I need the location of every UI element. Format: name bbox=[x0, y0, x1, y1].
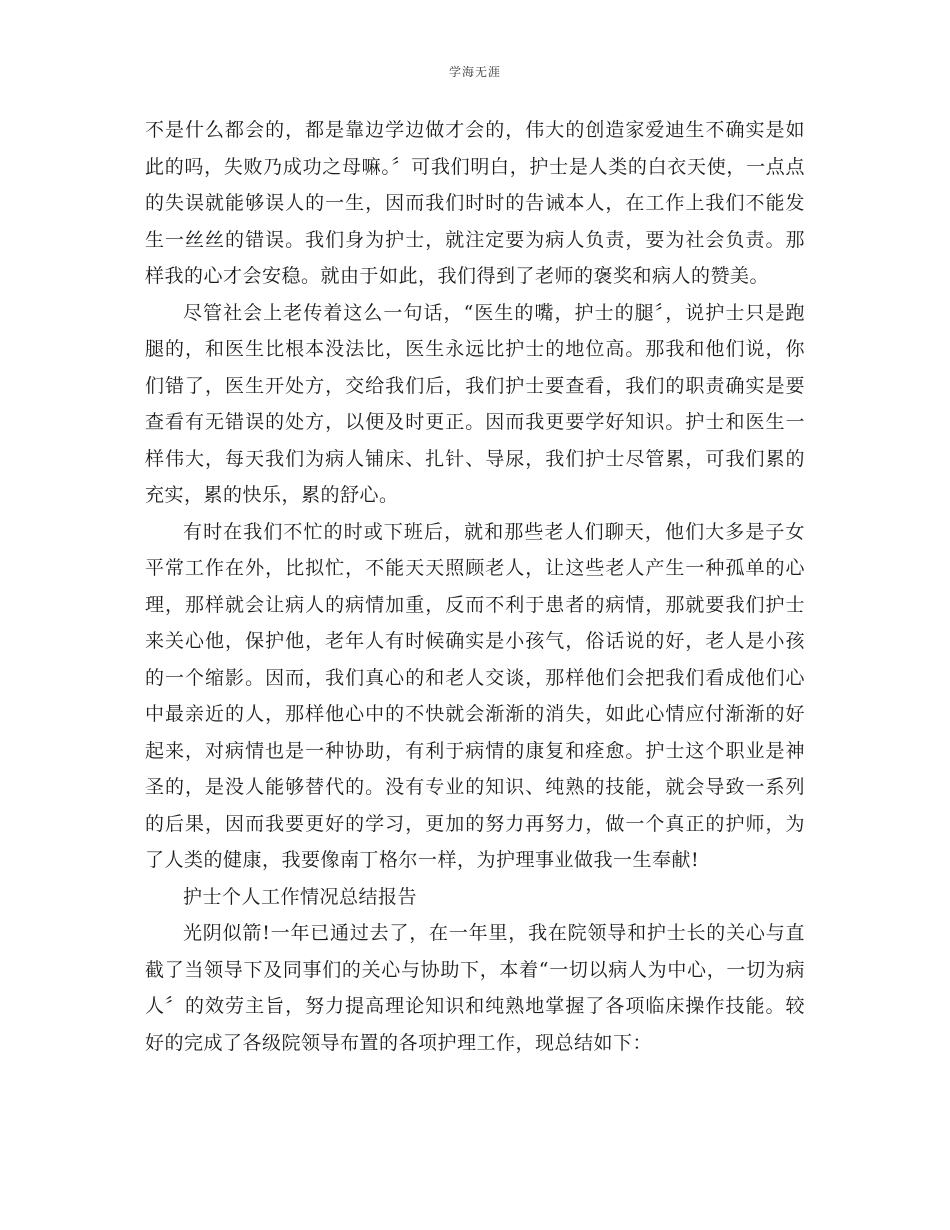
section-title: 护士个人工作情况总结报告 bbox=[183, 885, 418, 908]
paragraph-continuation: 不是什么都会的，都是靠边学边做才会的，伟大的创造家爱迪生不确实是如此的吗，失败乃成功之母嘛。〞可我们明白，护士是人类的白衣天使，一点点的失误就能够误人的一生，因而我们时时的告诫本人，在工作上我们不能发生一丝丝的错误。我们身为护士，就注定要为病人负责，要为社会负责。那样我的心才会安稳。就由于如此，我们得到了老师的褒奖和病人的赞美。 bbox=[145, 119, 805, 287]
page-header: 学海无涯 bbox=[448, 65, 501, 79]
document-body bbox=[145, 112, 805, 1061]
paragraph-nurse-legs: 尽管社会上老传着这么一句话，“医生的嘴，护士的腿〞，说护士只是跑腿的，和医生比根本没法比，医生永远比护士的地位高。那我和他们说，你们错了，医生开处方，交给我们后，我们护士要查看，我们的职责确实是要查看有无错误的处方，以便及时更正。因而我更要学好知识。护士和医生一样伟大，每天我们为病人铺床、扎针、导尿，我们护士尽管累，可我们累的充实，累的快乐，累的舒心。 bbox=[145, 301, 805, 506]
paragraph-elderly-care: 有时在我们不忙的时或下班后，就和那些老人们聊天，他们大多是子女平常工作在外，比拟忙，不能天天照顾老人，让这些老人产生一种孤单的心理，那样就会让病人的病情加重，反而不利于患者的病情，那就要我们护士来关心他，保护他，老年人有时候确实是小孩气，俗话说的好，老人是小孩的一个缩影。因而，我们真心的和老人交谈，那样他们会把我们看成他们心中最亲近的人，那样他心中的不快就会渐渐的消失，如此心情应付渐渐的好起来，对病情也是一种协助，有利于病情的康复和痊愈。护士这个职业是神圣的，是没人能够替代的。没有专业的知识、纯熟的技能，就会导致一系列的后果，因而我要更好的学习，更加的努力再努力，做一个真正的护师，为了人类的健康，我要像南丁格尔一样，为护理事业做我一生奉献! bbox=[145, 520, 805, 871]
paragraph-summary-intro: 光阴似箭!一年已通过去了，在一年里，我在院领导和护士长的关心与直截了当领导下及同事们的关心与协助下，本着“一切以病人为中心，一切为病人〞的效劳主旨，努力提高理论知识和纯熟地掌握了各项临床操作技能。较好的完成了各级院领导布置的各项护理工作，现总结如下： bbox=[145, 922, 805, 1054]
